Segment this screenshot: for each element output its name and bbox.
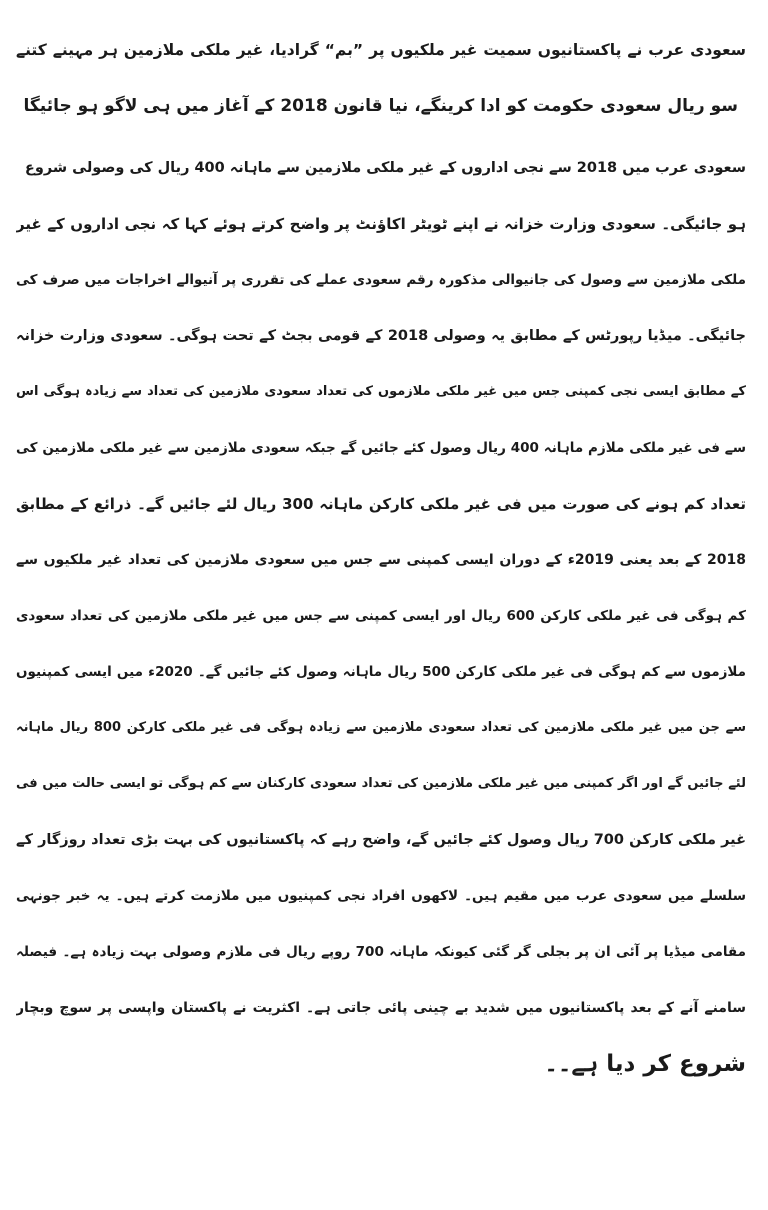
body-line-10: ملازموں سے کم ہوگی فی غیر ملکی کارکن 500 ریال ماہانہ وصول کئے جائیں گے۔ 2020ء میں ایسی کمپنیوں [16, 664, 746, 680]
body-line-16: سامنے آنے کے بعد پاکستانیوں میں شدید بے چینی پائی جاتی ہے۔ اکثریت نے پاکستان واپسی پر سوچ وبچار [16, 1000, 746, 1016]
body-line-13: غیر ملکی کارکن 700 ریال وصول کئے جائیں گے، واضح رہے کہ پاکستانیوں کی بہت بڑی تعداد روزگار کے [16, 832, 746, 848]
body-line-9: کم ہوگی فی غیر ملکی کارکن 600 ریال اور ایسی کمپنی سے جس میں غیر ملکی ملازمین کی تعداد سعودی [16, 608, 746, 624]
body-line-7: تعداد کم ہونے کی صورت میں فی غیر ملکی کارکن ماہانہ 300 ریال لئے جائیں گے۔ ذرائع کے مطابق [16, 495, 746, 513]
body-line-12: لئے جائیں گے اور اگر کمپنی میں غیر ملکی ملازمین کی تعداد سعودی کارکنان سے کم ہوگی تو ایسی حالت میں فی [16, 776, 746, 791]
body-line-2: ہو جائیگی۔ سعودی وزارت خزانہ نے اپنے ٹویٹر اکاؤنٹ پر واضح کرتے ہوئے کہا کہ نجی اداروں کے غیر [16, 215, 746, 233]
body-line-17: شروع کر دیا ہے۔۔ [544, 1051, 746, 1077]
body-line-3: ملکی ملازمین سے وصول کی جانیوالی مذکورہ رقم سعودی عملے کی تقرری پر آنیوالے اخراجات میں صرف کی [16, 272, 746, 288]
headline-line-1: سعودی عرب نے پاکستانیوں سمیت غیر ملکیوں پر ”بم“ گرادیا، غیر ملکی ملازمین ہر مہینے کتنے [16, 41, 746, 59]
body-line-8: 2018 کے بعد یعنی 2019ء کے دوران ایسی کمپنی سے جس میں سعودی ملازمین کی تعداد غیر ملکیوں سے [16, 552, 746, 568]
headline-line-2: سو ریال سعودی حکومت کو ادا کرینگے، نیا قانون 2018 کے آغاز میں ہی لاگو ہو جائیگا [23, 96, 738, 116]
body-line-5: کے مطابق ایسی نجی کمپنی جس میں غیر ملکی ملازموں کی تعداد سعودی ملازمین کی تعداد سے زیادہ ہوگی اس [16, 384, 746, 399]
body-line-15: مقامی میڈیا پر آئی ان پر بجلی گر گئی کیونکہ ماہانہ 700 روپے ریال فی ملازم وصولی بہت زیادہ ہے۔ فیصلہ [16, 944, 746, 960]
body-line-1: سعودی عرب میں 2018 سے نجی اداروں کے غیر ملکی ملازمین سے ماہانہ 400 ریال کی وصولی شروع [24, 160, 746, 176]
body-line-6: سے فی غیر ملکی ملازم ماہانہ 400 ریال وصول کئے جائیں گے جبکہ سعودی ملازمین سے غیر ملکی ملازمین کی [16, 440, 746, 456]
body-line-4: جائیگی۔ میڈیا رپورٹس کے مطابق یہ وصولی 2018 کے قومی بجٹ کے تحت ہوگی۔ سعودی وزارت خزانہ [16, 328, 746, 344]
body-line-11: سے جن میں غیر ملکی ملازمین کی تعداد سعودی ملازمین سے زیادہ ہوگی فی غیر ملکی کارکن 800 ریال ماہانہ [16, 720, 746, 735]
body-line-14: سلسلے میں سعودی عرب میں مقیم ہیں۔ لاکھوں افراد نجی کمپنیوں میں ملازمت کرتے ہیں۔ یہ خبر جونہی [16, 888, 746, 904]
